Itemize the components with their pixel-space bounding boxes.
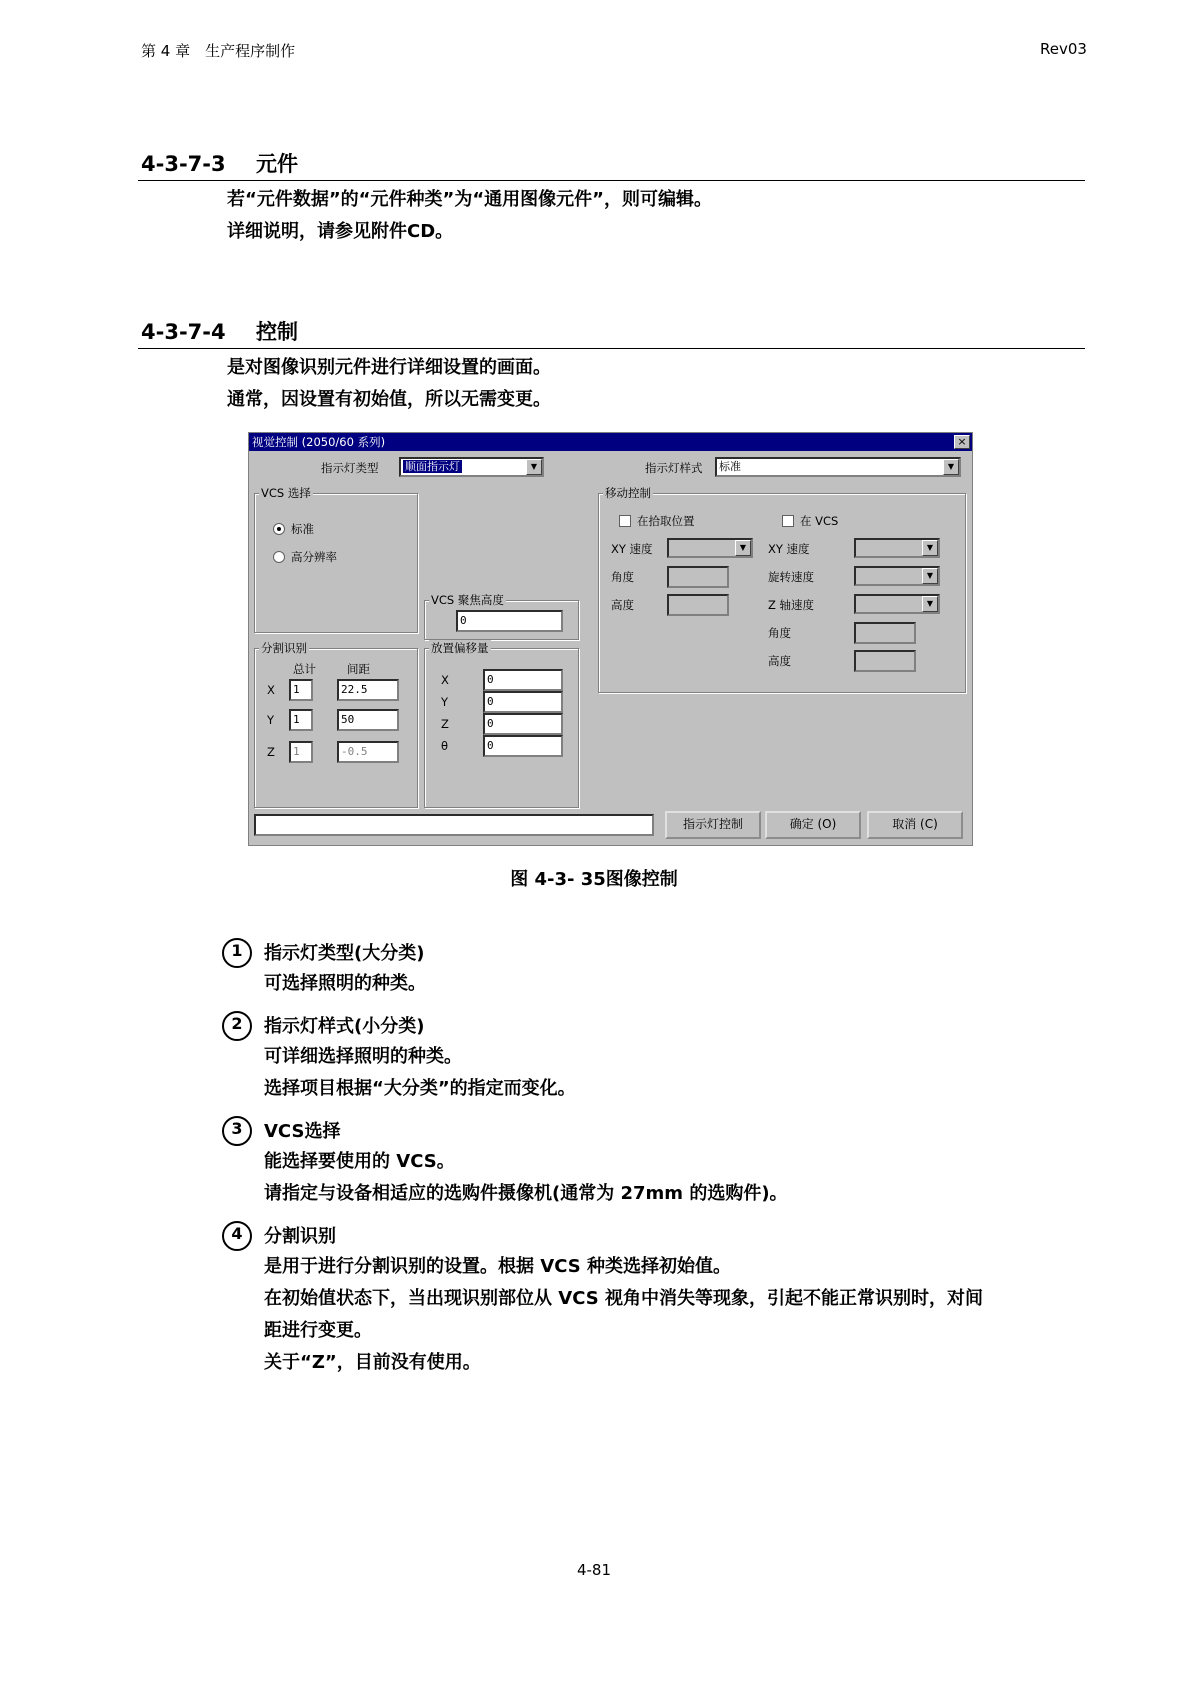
group-title: 移动控制 [605,486,651,500]
radio-standard[interactable] [273,523,285,535]
group-title: VCS 聚焦高度 [431,593,504,607]
xy-speed-label: XY 速度 [768,542,810,556]
cancel-button[interactable]: 取消 (C) [867,811,963,839]
axis-label: X [267,683,275,697]
axis-label: Y [441,695,449,709]
axis-label: θ [441,739,449,753]
section-title: 控制 [256,320,298,344]
status-field [254,814,654,836]
item-line: 关于“Z”，目前没有使用。 [264,1352,481,1373]
lamp-type-select[interactable] [399,457,544,477]
at-pick-checkbox[interactable] [619,515,631,527]
z-speed-label: Z 轴速度 [768,598,815,612]
circled-number: 3 [222,1116,252,1146]
chevron-down-icon[interactable]: ▼ [922,568,938,584]
paragraph-line: 若“元件数据”的“元件种类”为“通用图像元件”，则可编辑。 [227,189,712,210]
dialog-title: 视觉控制 (2050/60 系列) [252,435,386,449]
circled-number: 4 [222,1221,252,1251]
item-line: 是用于进行分割识别的设置。根据 VCS 种类选择初始值。 [264,1256,731,1277]
section-heading-control [141,316,298,346]
height-label: 高度 [768,654,791,668]
pick-angle-field[interactable] [667,566,729,588]
group-title: VCS 选择 [261,486,311,500]
item-line: 可选择照明的种类。 [264,973,426,994]
item-line: 选择项目根据“大分类”的指定而变化。 [264,1078,576,1099]
chapter-header: 第 4 章 生产程序制作 [141,42,296,60]
lamp-style-value: 标准 [719,460,741,473]
radio-label: 标准 [291,522,314,536]
section-number: 4-3-7-4 [141,320,226,344]
height-label: 高度 [611,598,634,612]
axis-label: Z [267,745,275,759]
vcs-xy-speed-select[interactable] [854,538,940,558]
item-line: 在初始值状态下，当出现识别部位从 VCS 视角中消失等现象，引起不能正常识别时，对间 [264,1288,983,1309]
rotation-speed-select[interactable] [854,566,940,586]
checkbox-label: 在拾取位置 [637,514,695,528]
vision-control-dialog [248,432,973,846]
col-total-label: 总计 [293,662,316,676]
item-line: 距进行变更。 [264,1320,372,1341]
section-rule [138,348,1085,349]
group-title: 放置偏移量 [431,641,489,655]
lamp-style-label: 指示灯样式 [645,461,703,475]
vcs-angle-field[interactable] [854,622,916,644]
offset-z-input[interactable]: 0 [483,713,563,735]
offset-x-input[interactable]: 0 [483,669,563,691]
section-title: 元件 [256,152,298,176]
item-title: 指示灯类型(大分类) [264,943,425,964]
section-heading-components [141,148,298,178]
dialog-title-bar [249,433,972,451]
split-z-total[interactable]: 1 [289,741,313,763]
group-title: 分割识别 [261,641,307,655]
revision-label: Rev03 [1040,40,1087,58]
circled-number: 1 [222,938,252,968]
vcs-height-field[interactable] [854,650,916,672]
section-rule [138,180,1085,181]
lamp-type-value: 顺面指示灯 [405,460,460,473]
chevron-down-icon[interactable]: ▼ [922,540,938,556]
focus-height-input[interactable]: 0 [456,610,563,632]
offset-y-input[interactable]: 0 [483,691,563,713]
axis-label: Z [441,717,449,731]
lamp-style-select[interactable] [715,457,961,477]
close-icon[interactable]: × [954,435,970,449]
radio-high-resolution[interactable] [273,551,285,563]
checkbox-label: 在 VCS [800,514,839,528]
split-x-pitch[interactable]: 22.5 [337,679,399,701]
item-title: VCS选择 [264,1121,341,1142]
pick-height-field[interactable] [667,594,729,616]
chevron-down-icon[interactable]: ▼ [943,459,959,475]
chevron-down-icon[interactable]: ▼ [735,540,751,556]
section2-body [227,352,551,416]
paragraph-line: 通常，因设置有初始值，所以无需变更。 [227,389,551,410]
col-pitch-label: 间距 [347,662,370,676]
lamp-control-button[interactable]: 指示灯控制 [665,811,761,839]
paragraph-line: 是对图像识别元件进行详细设置的画面。 [227,357,551,378]
split-z-pitch[interactable]: -0.5 [337,741,399,763]
item-line: 可详细选择照明的种类。 [264,1046,462,1067]
page-number: 4-81 [576,1561,612,1579]
section-number: 4-3-7-3 [141,152,226,176]
split-x-total[interactable]: 1 [289,679,313,701]
item-line: 请指定与设备相适应的选购件摄像机(通常为 27mm 的选购件)。 [264,1183,788,1204]
circled-number: 2 [222,1011,252,1041]
split-y-total[interactable]: 1 [289,709,313,731]
angle-label: 角度 [768,626,791,640]
z-speed-select[interactable] [854,594,940,614]
offset-theta-input[interactable]: 0 [483,735,563,757]
at-vcs-checkbox[interactable] [782,515,794,527]
section1-body [227,184,712,248]
axis-label: X [441,673,449,687]
pick-xy-speed-select[interactable] [667,538,753,558]
item-line: 能选择要使用的 VCS。 [264,1151,455,1172]
ok-button[interactable]: 确定 (O) [765,811,861,839]
axis-label: Y [267,713,275,727]
chevron-down-icon[interactable]: ▼ [526,459,542,475]
item-title: 指示灯样式(小分类) [264,1016,425,1037]
xy-speed-label: XY 速度 [611,542,653,556]
split-y-pitch[interactable]: 50 [337,709,399,731]
paragraph-line: 详细说明，请参见附件CD。 [227,221,454,242]
rotation-speed-label: 旋转速度 [768,570,814,584]
figure-caption: 图 4-3- 35图像控制 [510,869,678,890]
angle-label: 角度 [611,570,634,584]
lamp-type-label: 指示灯类型 [321,461,379,475]
chevron-down-icon[interactable]: ▼ [922,596,938,612]
item-title: 分割识别 [264,1226,336,1247]
radio-label: 高分辨率 [291,550,337,564]
